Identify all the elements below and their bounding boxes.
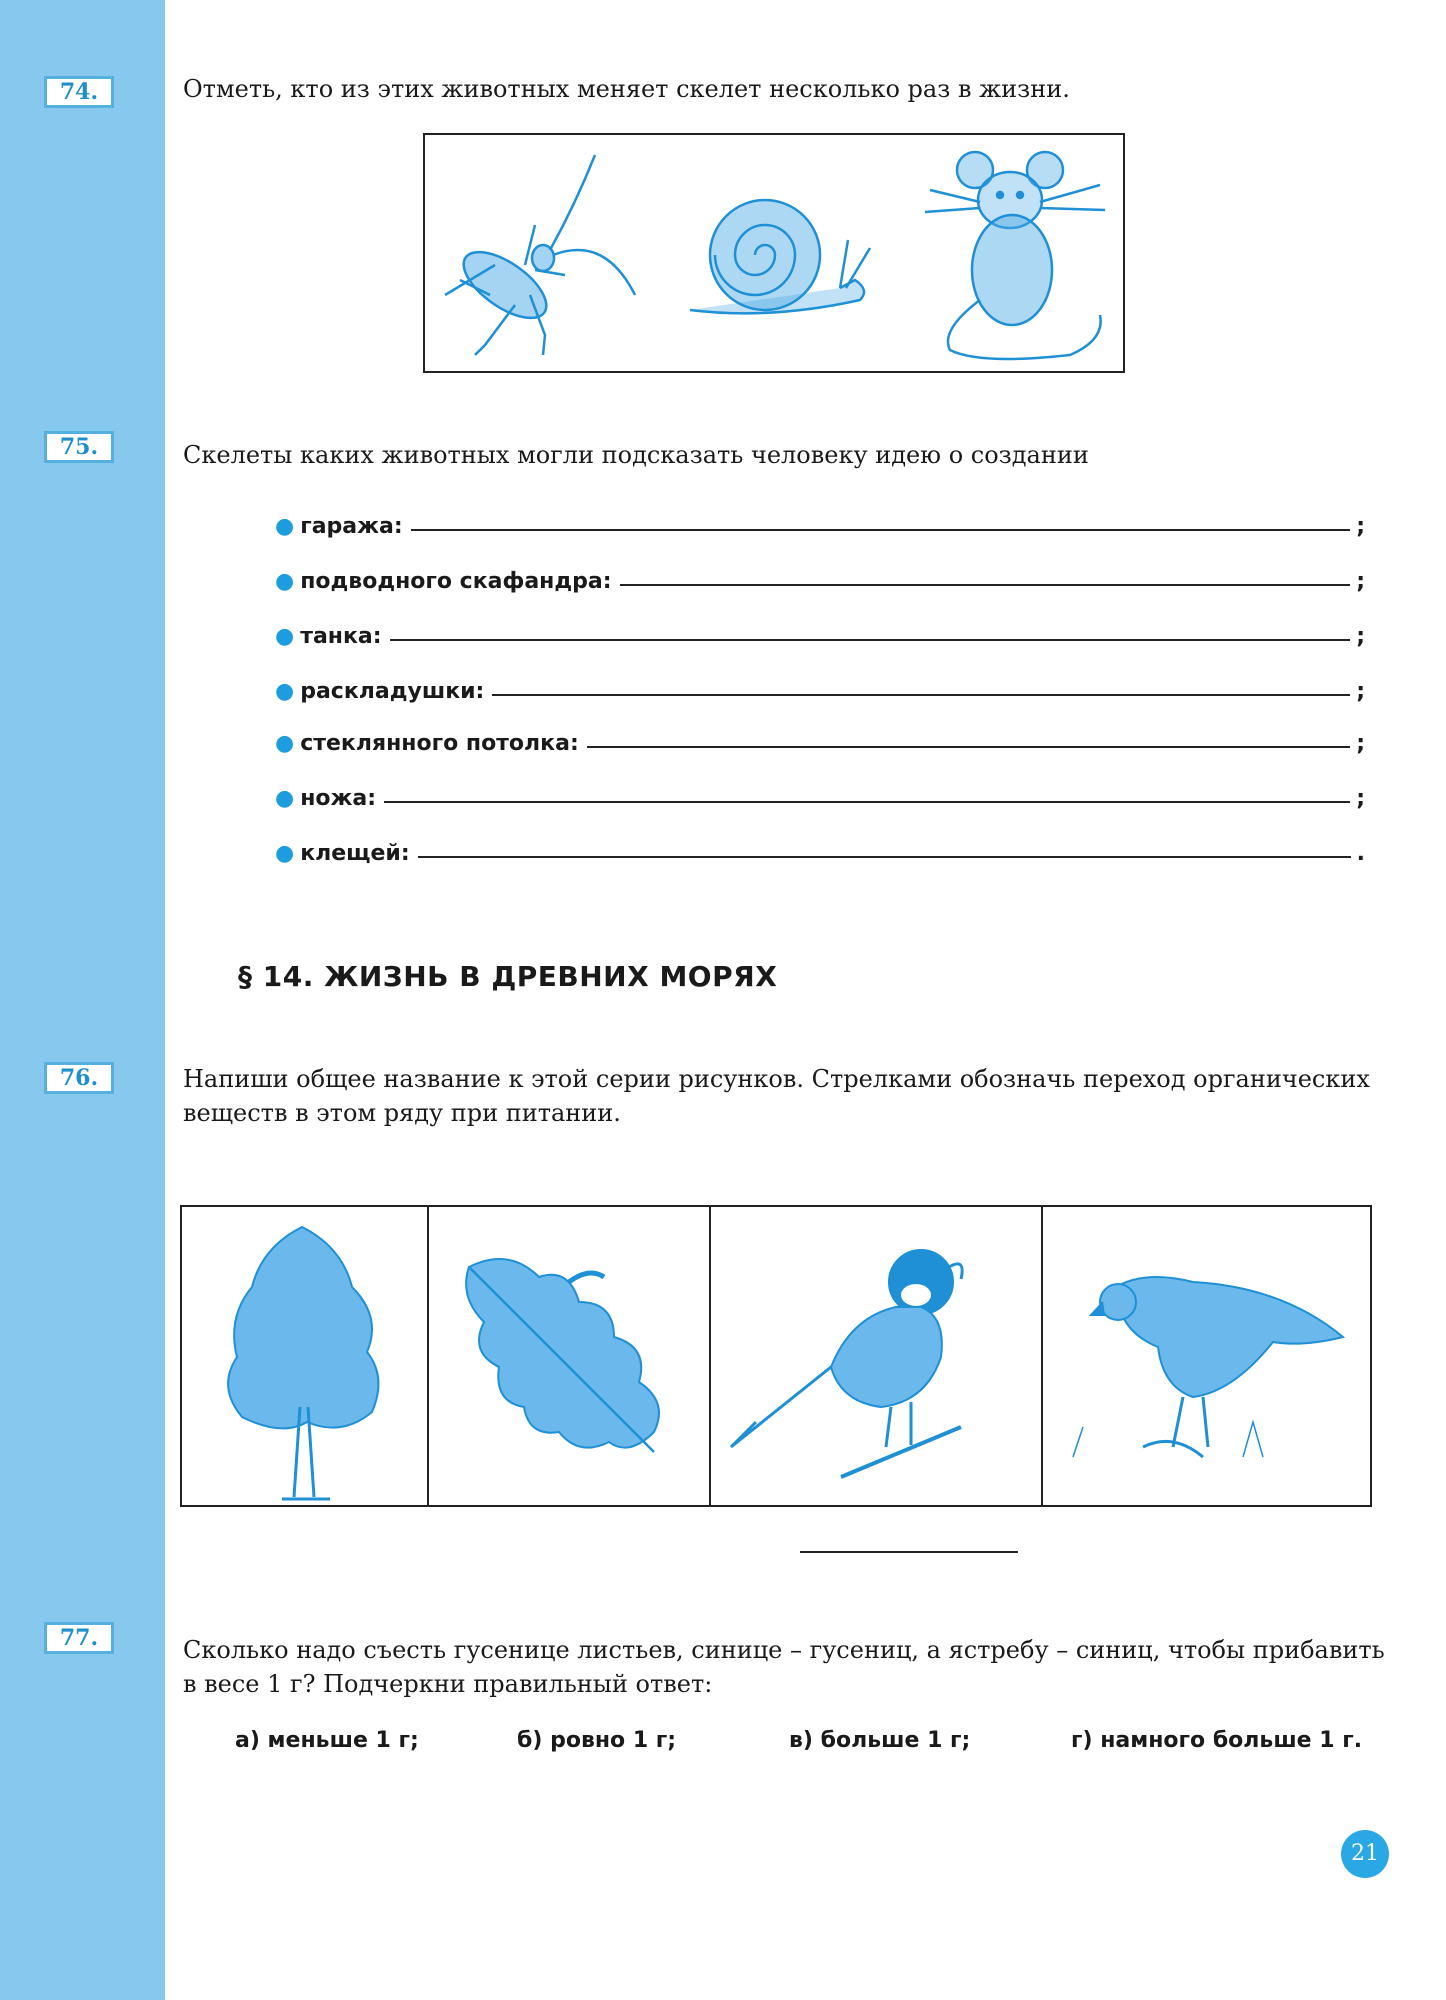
blank-line[interactable] <box>587 745 1350 748</box>
section-title: § 14. ЖИЗНЬ В ДРЕВНИХ МОРЯХ <box>238 960 778 993</box>
blank-line[interactable] <box>620 583 1351 586</box>
task-76-text: Напиши общее название к этой серии рисунков. Стрелками обозначь переход органических веществ в этом ряду при питании. <box>183 1065 1370 1127</box>
blank-line[interactable] <box>384 800 1350 803</box>
task-77-text: Сколько надо съесть гусенице листьев, синице – гусениц, а ястребу – синиц, чтобы прибавить в весе 1 г? Подчеркни правильный ответ: <box>183 1636 1385 1698</box>
tree-illustration <box>182 1207 427 1505</box>
bullet-icon: ● <box>275 679 295 704</box>
side-band <box>0 0 165 2000</box>
answer-line-diving-suit[interactable]: ● подводного скафандра: ; <box>275 569 1365 594</box>
task-75-number: 75. <box>44 431 114 463</box>
cell-hawk[interactable] <box>1043 1207 1374 1505</box>
bullet-icon: ● <box>275 786 295 811</box>
bullet-icon: ● <box>275 731 295 756</box>
answer-line-tank[interactable]: ● танка: ; <box>275 624 1365 649</box>
blank-line[interactable] <box>411 528 1351 531</box>
animals-figure <box>423 133 1125 373</box>
mouse-illustration[interactable] <box>920 140 1120 370</box>
bullet-icon: ● <box>275 624 295 649</box>
answer-line-glass-ceiling[interactable]: ● стеклянного потолка: ; <box>275 731 1365 756</box>
oak-leaf-caterpillar-illustration <box>429 1207 709 1505</box>
answer-line-cot[interactable]: ● раскладушки: ; <box>275 679 1365 704</box>
bullet-icon: ● <box>275 841 295 866</box>
answer-line-pliers[interactable]: ● клещей: . <box>275 841 1365 866</box>
hawk-illustration <box>1043 1207 1373 1505</box>
cell-tree[interactable] <box>182 1207 429 1505</box>
page-number: 21 <box>1341 1830 1389 1878</box>
answer-line-garage[interactable]: ● гаража: ; <box>275 514 1365 539</box>
blank-line[interactable] <box>492 693 1350 696</box>
bullet-icon: ● <box>275 514 295 539</box>
cell-tit[interactable] <box>711 1207 1043 1505</box>
answer-line-knife[interactable]: ● ножа: ; <box>275 786 1365 811</box>
answer-option-a[interactable]: а) меньше 1 г; <box>235 1728 419 1753</box>
answer-option-b[interactable]: б) ровно 1 г; <box>517 1728 677 1753</box>
answer-options <box>235 1728 1365 1762</box>
bullet-icon: ● <box>275 569 295 594</box>
snail-illustration[interactable] <box>670 170 880 340</box>
task-74-number: 74. <box>44 76 114 108</box>
task-75-text: Скелеты каких животных могли подсказать человеку идею о создании <box>183 441 1089 469</box>
answer-option-d[interactable]: г) намного больше 1 г. <box>1071 1728 1363 1753</box>
blank-line[interactable] <box>418 855 1351 858</box>
blank-line[interactable] <box>390 638 1351 641</box>
tit-bird-illustration <box>711 1207 1041 1505</box>
cockroach-illustration[interactable] <box>435 145 665 365</box>
task-77-number: 77. <box>44 1622 114 1654</box>
cell-leaf[interactable] <box>429 1207 711 1505</box>
task-76-number: 76. <box>44 1062 114 1094</box>
answer-option-c[interactable]: в) больше 1 г; <box>789 1728 971 1753</box>
title-answer-line[interactable] <box>800 1551 1018 1553</box>
food-chain-figure <box>180 1205 1372 1507</box>
task-74-text: Отметь, кто из этих животных меняет скелет несколько раз в жизни. <box>183 75 1070 103</box>
